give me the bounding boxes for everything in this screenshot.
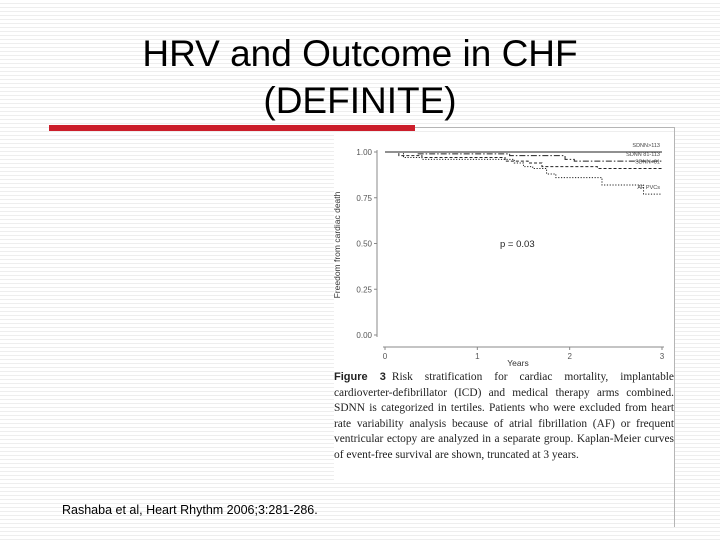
series-label: SDNN<81 <box>635 159 660 166</box>
survival-curve <box>385 152 662 161</box>
p-value-annotation: p = 0.03 <box>500 239 535 250</box>
series-label: SDNN 81-113 <box>626 152 660 159</box>
figure-caption-text: Risk stratification for cardiac mortality, implantable cardioverter-defibrillator (ICD) and medical therapy arms combined. SDNN is categorized in tertiles. Patients who were excluded from heart rate variability analysis because of atrial fibrillation (AF) or frequent ventricular ectopy are analyzed in a separate group. Kaplan-Meier curves of event-free survival are shown, truncated at 3 years. <box>334 371 674 461</box>
slide-title <box>60 30 660 124</box>
series-label: SDNN>113 <box>632 143 660 149</box>
x-axis-label: Years <box>507 358 529 368</box>
x-tick-label: 2 <box>567 352 572 361</box>
y-axis-label: Freedom from cardiac death <box>332 191 342 299</box>
title-line-1: HRV and Outcome in CHF <box>142 33 578 74</box>
right-divider-line <box>674 127 675 527</box>
title-line-2: (DEFINITE) <box>263 80 457 121</box>
x-tick-label: 1 <box>475 352 480 361</box>
chart-labels <box>626 143 660 191</box>
figure-label: Figure 3 <box>334 371 386 383</box>
x-tick-label: 3 <box>659 352 665 361</box>
y-tick-label: 1.00 <box>356 148 372 157</box>
citation: Rashaba et al, Heart Rhythm 2006;3:281-286. <box>62 503 318 517</box>
chart-ticks <box>356 148 664 361</box>
chart-series <box>385 152 662 194</box>
y-tick-label: 0.00 <box>356 331 372 340</box>
y-tick-label: 0.25 <box>356 285 372 295</box>
title-divider-line <box>415 127 675 128</box>
survival-chart <box>334 135 674 370</box>
figure-caption <box>334 370 674 464</box>
series-label: AF PVCs <box>637 185 660 192</box>
y-tick-label: 0.50 <box>356 239 372 249</box>
survival-curve <box>385 152 662 168</box>
x-tick-label: 0 <box>382 352 388 361</box>
title-accent-bar <box>49 125 415 131</box>
survival-curve <box>385 152 662 194</box>
y-tick-label: 0.75 <box>356 193 372 203</box>
